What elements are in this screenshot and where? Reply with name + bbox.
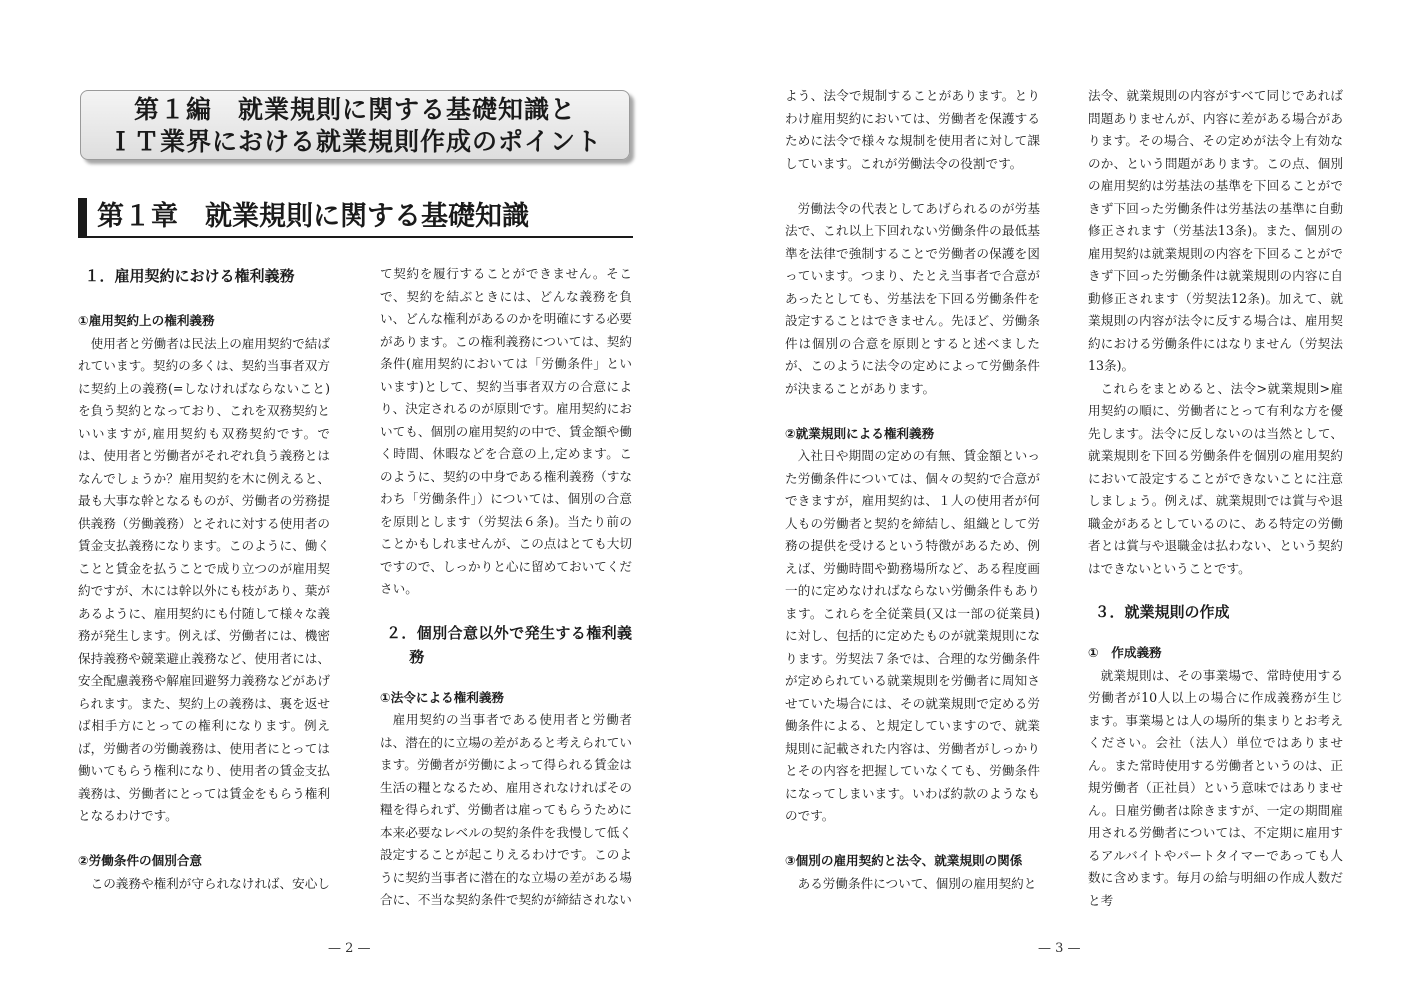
paragraph: 使用者と労働者は民法上の雇用契約で結ばれています。契約の多くは、契約当事者双方に契約上の義務(=しなければならないこと)を負う契約となっており、これを双務契約といいますが,雇用契約も双務契約です。では、使用者と労働者がそれぞれ負う義務とはなんでしょうか？雇用契約を木に例えると、最も大事な幹となるものが、労働者の労務提供義務（労働義務）とそれに対する使用者の賃金支払義務になります。このように、働くことと賃金を払うことで成り立つのが雇用契約ですが、木には幹以外にも枝があり、葉があるように、雇用契約にも付随して様々な義務が発生します。例えば、労働者には、機密保持義務や競業避止義務など、使用者には、安全配慮義務や解雇回避努力義務などがあげられます。また、契約上の義務は、裏を返せば相手方にとっての権利になります。例えば，労働者の労働義務は、使用者にとっては働いてもらう権利になり、使用者の賃金支払義務は、労働者にとっては賃金をもらう権利となるわけです。 xyxy=(78,335,330,823)
page-number: — 3 — xyxy=(1038,941,1081,956)
left-page-column-1 xyxy=(78,264,330,895)
paragraph: ある労働条件について、個別の雇用契約と xyxy=(797,875,1037,891)
part-title-box xyxy=(80,90,630,160)
left-page xyxy=(0,0,708,1000)
subsection-heading: ①法令による権利義務 xyxy=(380,689,505,705)
paragraph: よう、法令で規制することがあります。とりわけ雇用契約においては、労働者を保護するために法令で様々な規制を使用者に対して課しています。これが労働法令の役割です。 xyxy=(785,88,1040,171)
chapter-title: 第１章 就業規則に関する基礎知識 xyxy=(78,198,633,238)
paragraph: 入社日や期間の定めの有無、賃金額といった労働条件については、個々の契約で合意ができますが，雇用契約は、１人の使用者が何人もの労働者と契約を締結し、組織として労務の提供を受けるという特徴があるため、例えば、労働時間や勤務場所など、ある程度画一的に定めなければならない労働条件もあります。これらを全従業員(又は一部の従業員)に対し、包括的に定めたものが就業規則になります。労契法７条では、合理的な労働条件が定められている就業規則を労働者に周知させていた場合には、その就業規則で定める労働条件による、と規定していますので、就業規則に記載された内容は、労働者がしっかりとその内容を把握していなくても、労働条件になってしまいます。いわば約款のようなものです。 xyxy=(785,448,1040,823)
paragraph: 雇用契約の当事者である使用者と労働者は、潜在的に立場の差があると考えられています。労働者が労働によって得られる賃金は生活の糧となるため、雇用されなければその糧を得られず、労働者は雇ってもらうために本来必要なレベルの契約条件を我慢して低く設定することが起こりえるわけです。このように契約当事者に潜在的な立場の差がある場合に、不当な契約条件で契約が締結されない xyxy=(380,712,632,907)
paragraph: この義務や権利が守られなければ、安心し xyxy=(90,875,330,891)
right-page-column-1 xyxy=(785,85,1040,895)
paragraph: 就業規則は、その事業場で、常時使用する労働者が10人以上の場合に作成義務が生じます。事業場とは人の場所的集まりとお考えください。会社（法人）単位ではありません。また常時使用する労働者というのは、正規労働者（正社員）という意味ではありません。日雇労働者は除きますが、一定の期間雇用される労働者については、不定期に雇用するアルバイトやパートタイマーであっても人数に含めます。毎月の給与明細の作成人数だと考 xyxy=(1088,667,1343,908)
paragraph: これらをまとめると、法令>就業規則>雇用契約の順に、労働者にとって有利な方を優先します。法令に反しないのは当然として、就業規則を下回る労働条件を個別の雇用契約において設定することができないことに注意しましょう。例えば、就業規則では賞与や退職金があるとしているのに、ある特定の労働者とは賞与や退職金は払わない、という契約はできないということです。 xyxy=(1088,380,1343,576)
right-page-column-2 xyxy=(1088,85,1343,912)
subsection-heading: ① 作成義務 xyxy=(1088,645,1162,660)
paragraph: 労働法令の代表としてあげられるのが労基法で、これ以上下回れない労働条件の最低基準を法律で強制することで労働者の保護を図っています。つまり、たとえ当事者で合意があったとしても、労基法を下回る労働条件を設定することはできません。先ほど、労働条件は個別の合意を原則とすると述べましたが、このように法令の定めによって労働条件が決まることがあります。 xyxy=(785,200,1040,396)
part-title-line-1: 第１編 就業規則に関する基礎知識と xyxy=(133,95,576,124)
section-heading-2: ２．個別合意以外で発生する権利義務 xyxy=(386,623,632,666)
subsection-heading: ①雇用契約上の権利義務 xyxy=(78,313,215,328)
left-page-column-2 xyxy=(380,263,632,912)
page-number: — 2 — xyxy=(328,941,371,956)
part-title-line-2: ＩＴ業界における就業規則作成のポイント xyxy=(107,127,602,156)
paragraph: て契約を履行することができません。そこで、契約を結ぶときには、どんな義務を負い、どんな権利があるのかを明確にする必要があります。この権利義務については、契約条件(雇用契約においては「労働条件」といいます)として、契約当事者双方の合意により、決定されるのが原則です。雇用契約においても、個別の雇用契約の中で、賃金額や働く時間、休暇などを合意の上,定めます。このように、契約の中身である権利義務（すなわち「労働条件」）については、個別の合意を原則とします（労契法６条)。当たり前のことかもしれませんが、この点はとても大切ですので、しっかりと心に留めておいてください。 xyxy=(380,266,632,596)
section-heading-1: １．雇用契約における権利義務 xyxy=(84,267,295,285)
subsection-heading: ②就業規則による権利義務 xyxy=(785,425,935,441)
subsection-heading: ③個別の雇用契約と法令、就業規則の関係 xyxy=(785,853,1023,868)
right-page xyxy=(708,0,1417,1000)
subsection-heading: ②労働条件の個別合意 xyxy=(78,853,203,868)
paragraph: 法令、就業規則の内容がすべて同じであれば問題ありませんが、内容に差がある場合があります。その場合、その定めが法令上有効なのか、という問題があります。この点、個別の雇用契約は労基法の基準を下回ることができず下回った労働条件は労基法の基準に自動修正されます（労基法13条)。また、個別の雇用契約は就業規則の内容を下回ることができず下回った労働条件は就業規則の内容に自動修正されます（労契法12条)。加えて、就業規則の内容が法令に反する場合は、雇用契約における労働条件にはなりません（労契法13条)。 xyxy=(1088,88,1343,373)
section-heading-3: ３．就業規則の作成 xyxy=(1094,603,1230,621)
